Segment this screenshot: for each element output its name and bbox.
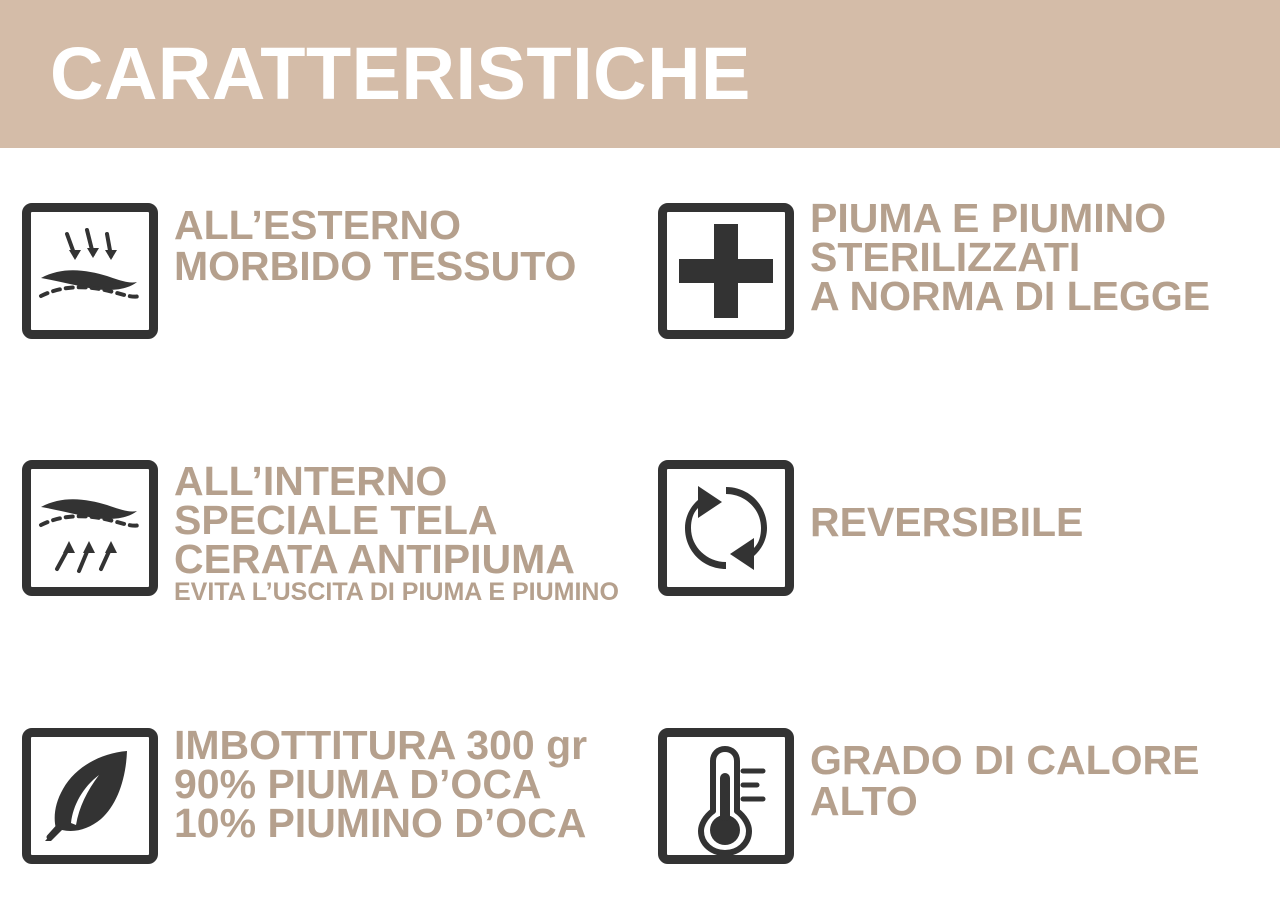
fabric-arrows-up-icon xyxy=(22,460,158,596)
feature-calore xyxy=(658,728,1268,864)
feature-note: EVITA L’USCITA DI PIUMA E PIUMINO xyxy=(174,577,619,606)
medical-cross-icon xyxy=(658,203,794,339)
feature-interno-texts xyxy=(174,460,619,605)
feather-icon xyxy=(22,728,158,864)
feature-line: GRADO DI CALORE xyxy=(810,737,1200,783)
page-title: CARATTERISTICHE xyxy=(50,32,751,115)
feature-line: ALTO xyxy=(810,777,918,824)
feature-reversibile xyxy=(658,460,1268,596)
feature-line: REVERSIBILE xyxy=(810,499,1084,545)
feature-line: ALL’INTERNO xyxy=(174,458,448,504)
feature-imbottitura xyxy=(22,722,642,864)
feature-line: A NORMA DI LEGGE xyxy=(810,272,1211,319)
feature-line: 10% PIUMINO D’OCA xyxy=(174,799,587,846)
thermometer-icon xyxy=(658,728,794,864)
feature-esterno-texts xyxy=(174,202,577,289)
fabric-arrows-down-icon xyxy=(22,203,158,339)
feature-interno xyxy=(22,460,642,605)
feature-line: CERATA ANTIPIUMA xyxy=(174,535,575,582)
feature-line: IMBOTTITURA 300 gr xyxy=(174,722,588,768)
feature-line: STERILIZZATI xyxy=(810,233,1081,280)
feature-calore-texts xyxy=(810,737,1200,824)
feature-line: ALL’ESTERNO xyxy=(174,202,462,248)
feature-sterilizzati-texts xyxy=(810,195,1211,319)
feature-line: 90% PIUMA D’OCA xyxy=(174,760,542,807)
feature-sterilizzati xyxy=(658,195,1268,339)
header-banner xyxy=(0,0,1280,148)
features-grid xyxy=(0,148,1280,920)
feature-esterno xyxy=(22,203,642,339)
feature-line: MORBIDO TESSUTO xyxy=(174,242,577,289)
feature-reversibile-texts xyxy=(810,500,1083,543)
feature-imbottitura-texts xyxy=(174,722,588,846)
recycle-arrows-icon xyxy=(658,460,794,596)
feature-line: PIUMA E PIUMINO xyxy=(810,195,1167,241)
feature-line: SPECIALE TELA xyxy=(174,496,498,543)
